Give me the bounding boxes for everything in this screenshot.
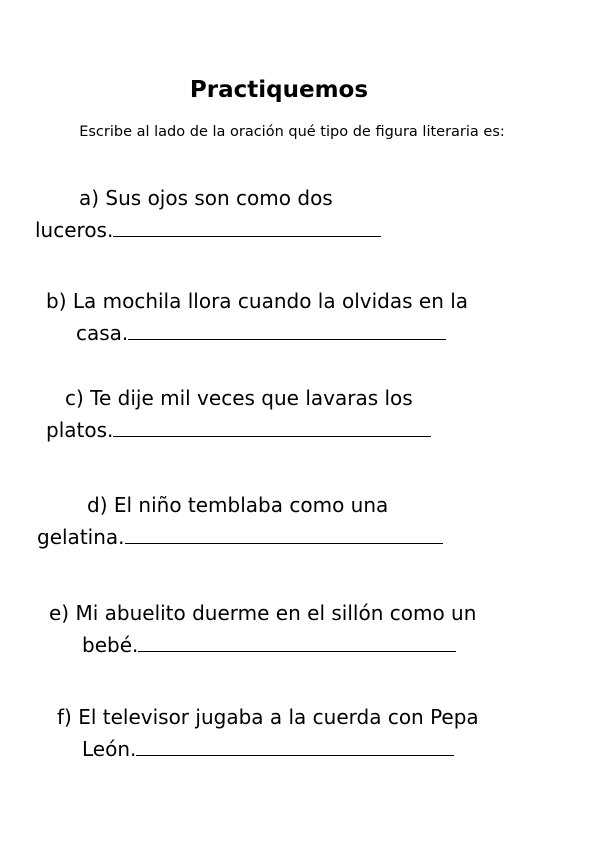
- exercise-sentence: c) Te dije mil veces que lavaras los: [65, 386, 413, 410]
- exercise-sentence: e) Mi abuelito duerme en el sillón como un: [49, 601, 477, 625]
- exercise-sentence-end: León.: [82, 737, 137, 761]
- answer-blank[interactable]: [136, 733, 454, 756]
- exercise-sentence: f) El televisor jugaba a la cuerda con Pepa: [57, 705, 479, 729]
- answer-blank[interactable]: [113, 214, 381, 237]
- exercise-sentence-end: platos.: [46, 418, 114, 442]
- exercise-sentence-end: bebé.: [82, 633, 139, 657]
- exercise-sentence-end: casa.: [76, 321, 129, 345]
- instructions-text: Escribe al lado de la oración qué tipo de figura literaria es:: [79, 124, 505, 140]
- exercise-sentence-end: gelatina.: [37, 525, 125, 549]
- answer-blank[interactable]: [138, 629, 456, 652]
- exercise-sentence: a) Sus ojos son como dos: [79, 186, 333, 210]
- answer-blank[interactable]: [113, 414, 431, 437]
- answer-blank[interactable]: [128, 317, 446, 340]
- page-title: Practiquemos: [189, 77, 369, 103]
- exercise-sentence: d) El niño temblaba como una: [87, 493, 389, 517]
- answer-blank[interactable]: [125, 521, 443, 544]
- exercise-sentence: b) La mochila llora cuando la olvidas en la: [46, 289, 469, 313]
- exercise-sentence-end: luceros.: [35, 218, 114, 242]
